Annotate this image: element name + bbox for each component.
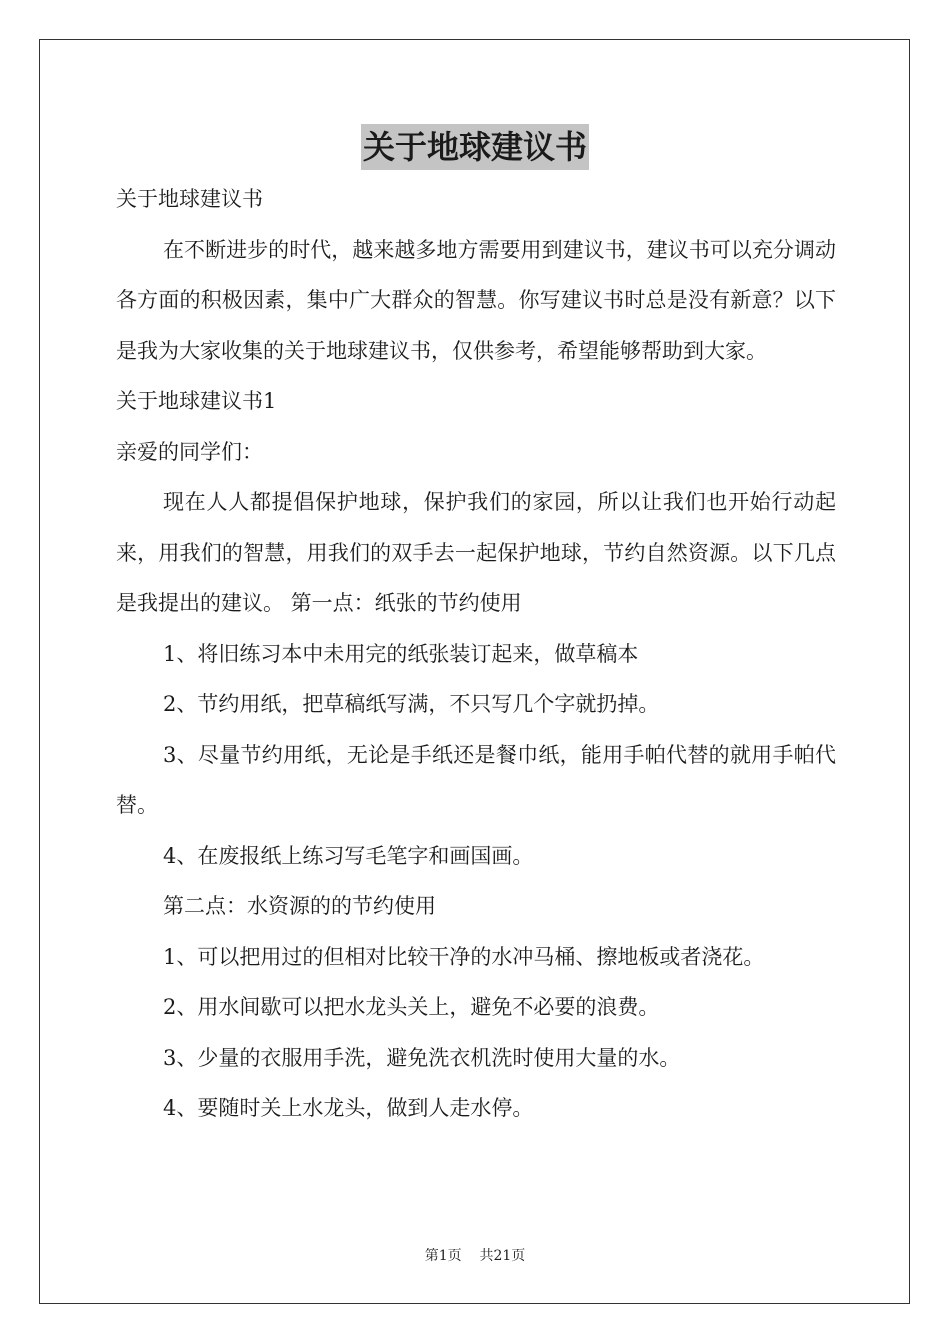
salutation: 亲爱的同学们： — [116, 439, 263, 464]
water-heading: 第二点：水资源的的节约使用 — [163, 894, 436, 918]
list-item: 3、少量的衣服用手洗，避免洗衣机洗时使用大量的水。 — [163, 1045, 681, 1070]
list-item: 2、节约用纸，把草稿纸写满，不只写几个字就扔掉。 — [163, 692, 660, 716]
page-total: 共21页 — [479, 1248, 526, 1264]
intro-paragraph: 在不断进步的时代，越来越多地方需要用到建议书，建议书可以充分调动各方面的积极因素，集中广大群众的智慧。你写建议书时总是没有新意？以下是我为大家收集的关于地球建议书，仅供参考，希望能够帮助到大家。 — [116, 237, 836, 363]
list-item: 1、将旧练习本中未用完的纸张装订起来，做草稿本 — [163, 641, 639, 666]
list-item: 1、可以把用过的但相对比较干净的水冲马桶、擦地板或者浇花。 — [163, 944, 765, 969]
page-number: 第1页 — [424, 1248, 462, 1264]
page-footer — [0, 1245, 950, 1265]
document-body — [116, 174, 836, 1134]
list-item: 3、尽量节约用纸，无论是手纸还是餐巾纸，能用手帕代替的就用手帕代替。 — [116, 742, 836, 817]
title-container — [0, 124, 950, 170]
subtitle: 关于地球建议书 — [116, 187, 263, 211]
section-heading: 关于地球建议书1 — [116, 389, 277, 413]
document-title: 关于地球建议书 — [361, 124, 589, 170]
body-paragraph: 现在人人都提倡保护地球，保护我们的家园，所以让我们也开始行动起来，用我们的智慧，用我们的双手去一起保护地球，节约自然资源。以下几点是我提出的建议。 第一点：纸张的节约使用 — [116, 490, 836, 615]
list-item: 4、要随时关上水龙头，做到人走水停。 — [163, 1096, 534, 1120]
list-item: 4、在废报纸上练习写毛笔字和画国画。 — [163, 843, 534, 868]
list-item: 2、用水间歇可以把水龙头关上，避免不必要的浪费。 — [163, 995, 660, 1019]
